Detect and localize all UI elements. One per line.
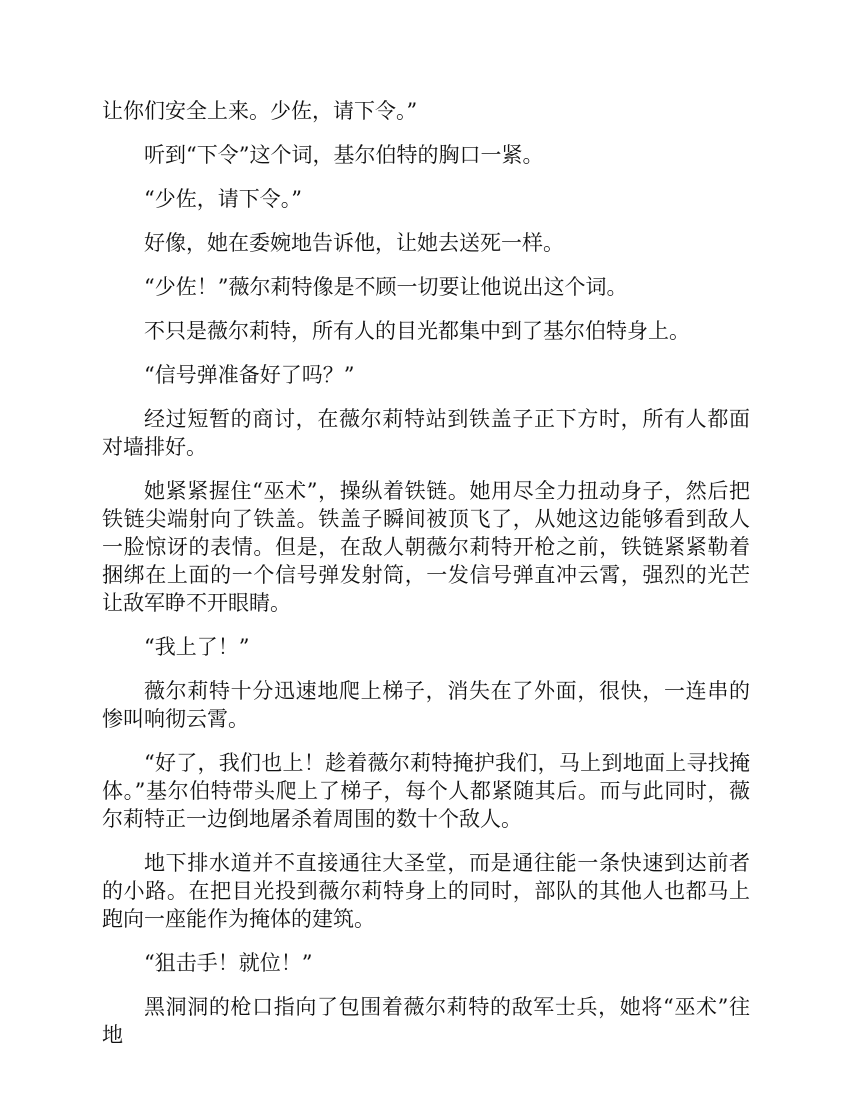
paragraph-2: 听到“下令”这个词，基尔伯特的胸口一紧。 [144,143,544,167]
paragraph-14: “狙击手！就位！” [144,951,313,975]
paragraph-15: 黑洞洞的枪口指向了包围着薇尔莉特的敌军士兵，她将“巫术”往地 [102,995,750,1047]
paragraph-13: 地下排水道并不直接通往大圣堂，而是通往能一条快速到达前者的小路。在把目光投到薇尔莉特身上的同时，部队的其他人也都马上跑向一座能作为掩体的建筑。 [102,851,750,931]
paragraph-4: 好像，她在委婉地告诉他，让她去送死一样。 [144,231,564,255]
paragraph-3: “少佐，请下令。” [144,187,302,211]
paragraph-9: 她紧紧握住“巫术”，操纵着铁链。她用尽全力扭动身子，然后把铁链尖端射向了铁盖。铁盖子瞬间被顶飞了，从她这边能够看到敌人一脸惊讶的表情。但是，在敌人朝薇尔莉特开枪之前，铁链紧紧勒着捆绑在上面的一个信号弹发射筒，一发信号弹直冲云霄，强烈的光芒让敌军睁不开眼睛。 [102,479,750,615]
paragraph-8: 经过短暂的商讨，在薇尔莉特站到铁盖子正下方时，所有人都面对墙排好。 [102,407,750,459]
paragraph-1: 让你们安全上来。少佐，请下令。” [102,99,418,123]
paragraph-11: 薇尔莉特十分迅速地爬上梯子，消失在了外面，很快，一连串的惨叫响彻云霄。 [102,679,750,731]
paragraph-5: “少佐！”薇尔莉特像是不顾一切要让他说出这个词。 [144,275,628,299]
paragraph-7: “信号弹准备好了吗？” [144,363,355,387]
paragraph-12: “好了，我们也上！趁着薇尔莉特掩护我们，马上到地面上寻找掩体。”基尔伯特带头爬上了梯子，每个人都紧随其后。而与此同时，薇尔莉特正一边倒地屠杀着周围的数十个敌人。 [102,751,750,831]
paragraph-10: “我上了！” [144,635,250,659]
paragraph-6: 不只是薇尔莉特，所有人的目光都集中到了基尔伯特身上。 [144,319,690,343]
body-text [102,97,750,1065]
